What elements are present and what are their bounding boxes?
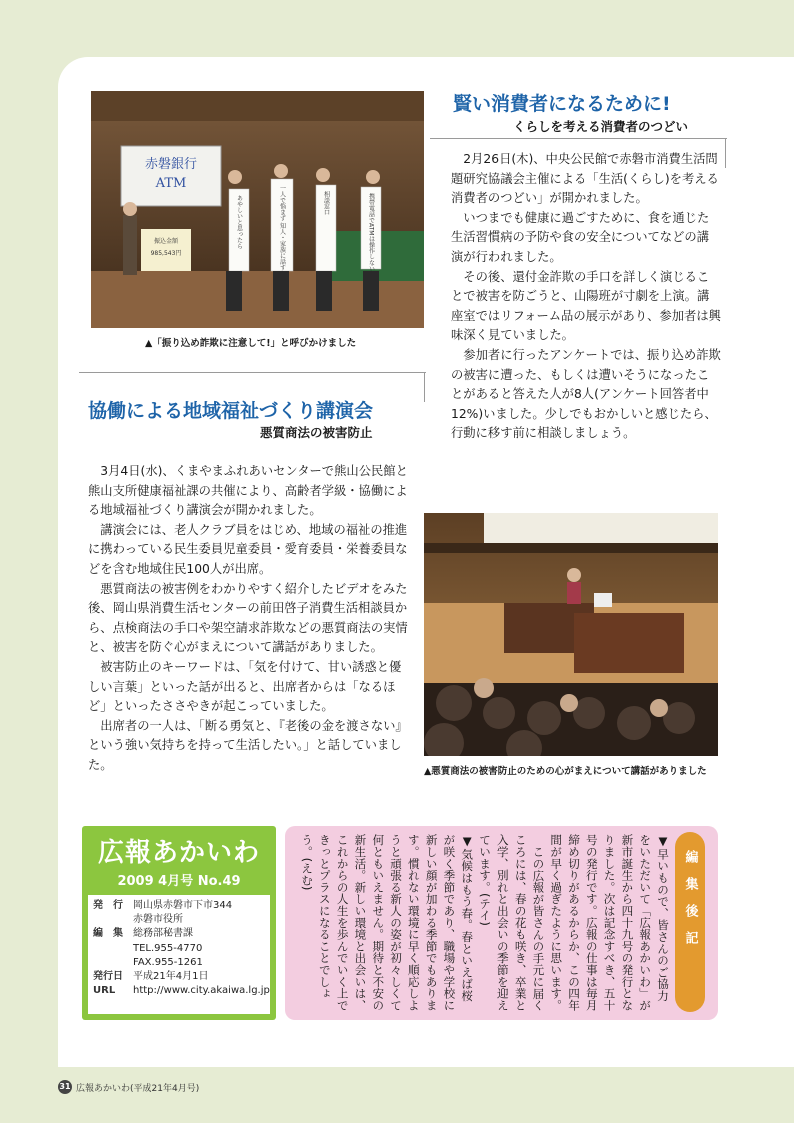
page-footer xyxy=(58,1080,199,1094)
editor-note xyxy=(285,826,718,1020)
skit-photo xyxy=(91,91,424,328)
article2-paragraph: 被害防止のキーワードは、「気を付けて、甘い誘惑と優しい言葉」といった話が出ると、出席者からは「なるほど」といったささやきが起こっていました。 xyxy=(88,659,402,714)
article1-subtitle: くらしを考える消費者のつどい xyxy=(513,119,689,134)
editor-note-paragraph: ▼早いもので、皆さんのご協力をいただいて「広報あかいわ」が新市誕生から四十九号の発行となりました。次は記念すべき、五十号の発行です。広報の仕事は毎月締め切りがあるからか、この四年間が早く過ぎたように思います。 xyxy=(549,834,670,1011)
masthead-value: 赤磐市役所 xyxy=(133,914,183,926)
article2-paragraph: 3月4日(水)、くまやまふれあいセンターで熊山公民館と熊山支所健康福祉課の共催により、高齢者学級・協働による地域福祉づくり講演会が開かれました。 xyxy=(88,464,408,518)
atm-panel-label: 振込金額 xyxy=(153,238,179,245)
article2-paragraph: 悪質商法の被害例をわかりやすく紹介したビデオをみた後、岡山県消費生活センターの前田啓子消費生活相談員から、点検商法の手口や架空請求詐欺などの悪質商法の実情と、被害を防ぐ心がまえについて講話がありました。 xyxy=(88,581,408,655)
masthead-label xyxy=(88,956,133,970)
article2-paragraph: 講演会には、老人クラブ員をはじめ、地域の福祉の推進に携わっている民生委員児童委員・愛育委員・栄養委員などを含む地域住民100人が出席。 xyxy=(88,522,408,576)
placard-2: 一人で悩まず 知人・家族に話す xyxy=(278,185,286,271)
article1-title: 賢い消費者になるために! xyxy=(453,93,671,115)
masthead-value: TEL.955-4770 xyxy=(133,942,203,954)
footer-text: 広報あかいわ(平成21年4月号) xyxy=(76,1083,200,1094)
skit-photo-illustration xyxy=(91,91,424,328)
article2-bracket-side xyxy=(424,372,425,402)
masthead-info xyxy=(88,895,270,1014)
editor-note-badge-label: 編集後記 xyxy=(682,850,698,958)
article1-paragraph: いつまでも健康に過ごすために、食を通じた生活習慣病の予防や食の安全についてなどの講演が行われました。 xyxy=(451,210,710,264)
masthead-row xyxy=(88,956,270,970)
placard-1: あやしいと思ったら xyxy=(235,195,243,249)
masthead-label xyxy=(88,913,133,927)
editor-note-paragraph: ▼気候はもう春。春といえば桜が咲く季節であり、職場や学校に新しい顔が加わる季節でもあります。慣れない環境に早く順応しようと頑張る新人の姿が初々しくて何ともいえません。期待と不安の新生活。新しい環境と出会いは、これからの人生を歩んでいく上できっとプラスになることでしょう。(えむ) xyxy=(300,834,475,1011)
masthead-label: 編 集 xyxy=(93,928,123,940)
lecture-photo-illustration xyxy=(424,513,718,756)
masthead-value: FAX.955-1261 xyxy=(133,956,203,968)
masthead-issue: 2009 4月号 No.49 xyxy=(117,874,241,889)
article2-subtitle: 悪質商法の被害防止 xyxy=(260,425,373,440)
article1-paragraph: 参加者に行ったアンケートでは、振り込め詐欺の被害に遭った、もしくは遭いそうになったことがあると答えた人が8人(アンケート回答者中12%)いました。少しでもおかしいと感じたら、行動に移す前に相談しましょう。 xyxy=(451,347,721,441)
editor-note-badge xyxy=(675,832,705,1012)
lecture-photo-caption: ▲悪質商法の被害防止のための心がまえについて講話がありました xyxy=(424,766,707,777)
masthead-label: URL xyxy=(93,985,116,997)
editor-note-paragraph: この広報が皆さんの手元に届くころには、春の花も咲き、卒業と入学、別れと出会いの季節を迎えています。(テイ) xyxy=(478,834,546,1011)
atm-sign-line1: 赤磐銀行 xyxy=(144,157,198,172)
article1-paragraph: 2月26日(木)、中央公民館で赤磐市消費生活問題研究協議会主催による「生活(くらし)を考える消費者のつどい」が開かれました。 xyxy=(451,152,719,206)
masthead-row xyxy=(88,913,270,927)
article2-bracket xyxy=(79,372,426,373)
page-number: 31 xyxy=(58,1080,72,1094)
atm-sign-line2: ATM xyxy=(155,176,187,191)
lecture-photo xyxy=(424,513,718,756)
masthead-label: 発行日 xyxy=(93,971,123,983)
masthead-value: 平成21年4月1日 xyxy=(133,971,209,983)
article1-bracket xyxy=(430,138,727,139)
masthead-row xyxy=(88,942,270,956)
article2-paragraph: 出席者の一人は、「断る勇気と、『老後の金を渡さない』という強い気持ちを持って生活したい。」と話していました。 xyxy=(88,718,408,772)
masthead-row xyxy=(88,927,270,941)
article2-title: 協働による地域福祉づくり講演会 xyxy=(88,400,374,422)
article1-body xyxy=(451,150,721,444)
masthead-value: 岡山県赤磐市下市344 xyxy=(133,900,233,911)
masthead-url[interactable]: http://www.city.akaiwa.lg.jp xyxy=(133,985,270,997)
placard-4: 携帯電話でATMは操作しない xyxy=(367,193,375,272)
masthead-row xyxy=(88,899,270,913)
atm-amount: 985,543円 xyxy=(150,250,182,257)
skit-photo-caption: ▲「振り込め詐欺に注意して!」と呼びかけました xyxy=(145,338,357,349)
masthead-row xyxy=(88,970,270,984)
masthead-title: 広報あかいわ xyxy=(97,838,260,868)
masthead-row xyxy=(88,984,270,998)
article1-paragraph: その後、還付金詐欺の手口を詳しく演じることで被害を防ごうと、山陽班が寸劇を上演。講座室ではリフォーム品の展示があり、参加者は興味深く見ていました。 xyxy=(451,269,721,343)
masthead-label: 発 行 xyxy=(93,900,123,911)
article2-body xyxy=(88,462,409,776)
editor-note-text xyxy=(299,834,671,1012)
masthead-label xyxy=(88,942,133,956)
placard-3: 相談窓口 xyxy=(322,191,330,215)
masthead-value: 総務部秘書課 xyxy=(133,928,193,940)
masthead xyxy=(82,826,276,1020)
article1-bracket-side xyxy=(725,138,726,168)
